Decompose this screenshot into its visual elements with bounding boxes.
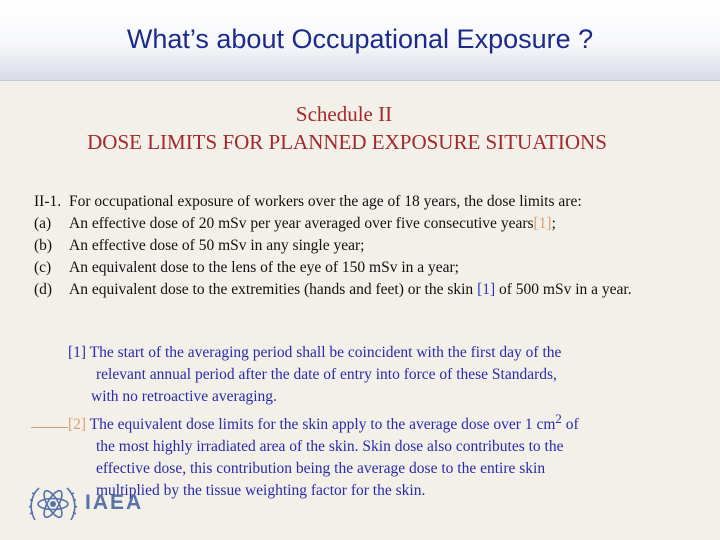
superscript: 2 — [555, 411, 562, 426]
item-text: An effective dose of 50 mSv in any single year; — [69, 237, 365, 254]
item-number: (d) — [34, 281, 53, 298]
intro-number: II-1. — [34, 193, 62, 210]
item-text-end: ; — [551, 215, 556, 232]
list-item — [34, 213, 694, 235]
footnote-line: [1] The start of the averaging period shall be coincident with the first day of the — [68, 344, 562, 361]
item-text-end: of 500 mSv in a year. — [495, 281, 632, 298]
list-item — [34, 279, 694, 301]
limits-intro — [34, 191, 694, 213]
footnote-line: with no retroactive averaging. — [91, 388, 277, 405]
footnote-link[interactable]: [1] — [533, 215, 552, 232]
footnote-link[interactable]: [1] — [477, 281, 496, 298]
footnotes — [68, 342, 688, 502]
item-number: (b) — [34, 237, 53, 254]
schedule-subheading: DOSE LIMITS FOR PLANNED EXPOSURE SITUATIONS — [87, 130, 607, 154]
schedule-heading: Schedule II — [295, 102, 393, 126]
intro-text: For occupational exposure of workers over the age of 18 years, the dose limits are: — [69, 193, 582, 210]
footnote-ref-link[interactable]: [2] — [68, 416, 87, 434]
item-text: An equivalent dose to the lens of the eye of 150 mSv in a year; — [69, 259, 459, 276]
link-underline — [31, 427, 68, 428]
footnote-line: the most highly irradiated area of the skin. Skin dose also contributes to the — [96, 438, 564, 456]
footnote-line: The equivalent dose limits for the skin apply to the average dose over 1 cm — [86, 416, 556, 434]
iaea-logo — [27, 480, 157, 528]
list-item — [34, 257, 694, 279]
footnote-line-end: of — [561, 416, 579, 434]
title-bar — [0, 0, 720, 81]
page-title: What’s about Occupational Exposure ? — [126, 24, 594, 54]
footnote-line: relevant annual period after the date of entry into force of these Standards, — [96, 366, 557, 383]
footnote-2 — [68, 408, 688, 502]
logo-text: IAEA — [85, 491, 144, 514]
footnote-line: multiplied by the tissue weighting factor for the skin. — [96, 482, 426, 500]
dose-limits-list — [34, 191, 694, 301]
footnote-1 — [68, 342, 688, 408]
item-text: An effective dose of 20 mSv per year averaged over five consecutive years — [69, 215, 534, 232]
list-item — [34, 235, 694, 257]
iaea-atom-emblem-icon — [27, 480, 79, 528]
item-text: An equivalent dose to the extremities (hands and feet) or the skin — [69, 281, 478, 298]
footnote-line: effective dose, this contribution being the average dose to the entire skin — [96, 460, 546, 478]
item-number: (a) — [34, 215, 52, 232]
item-number: (c) — [34, 259, 52, 276]
